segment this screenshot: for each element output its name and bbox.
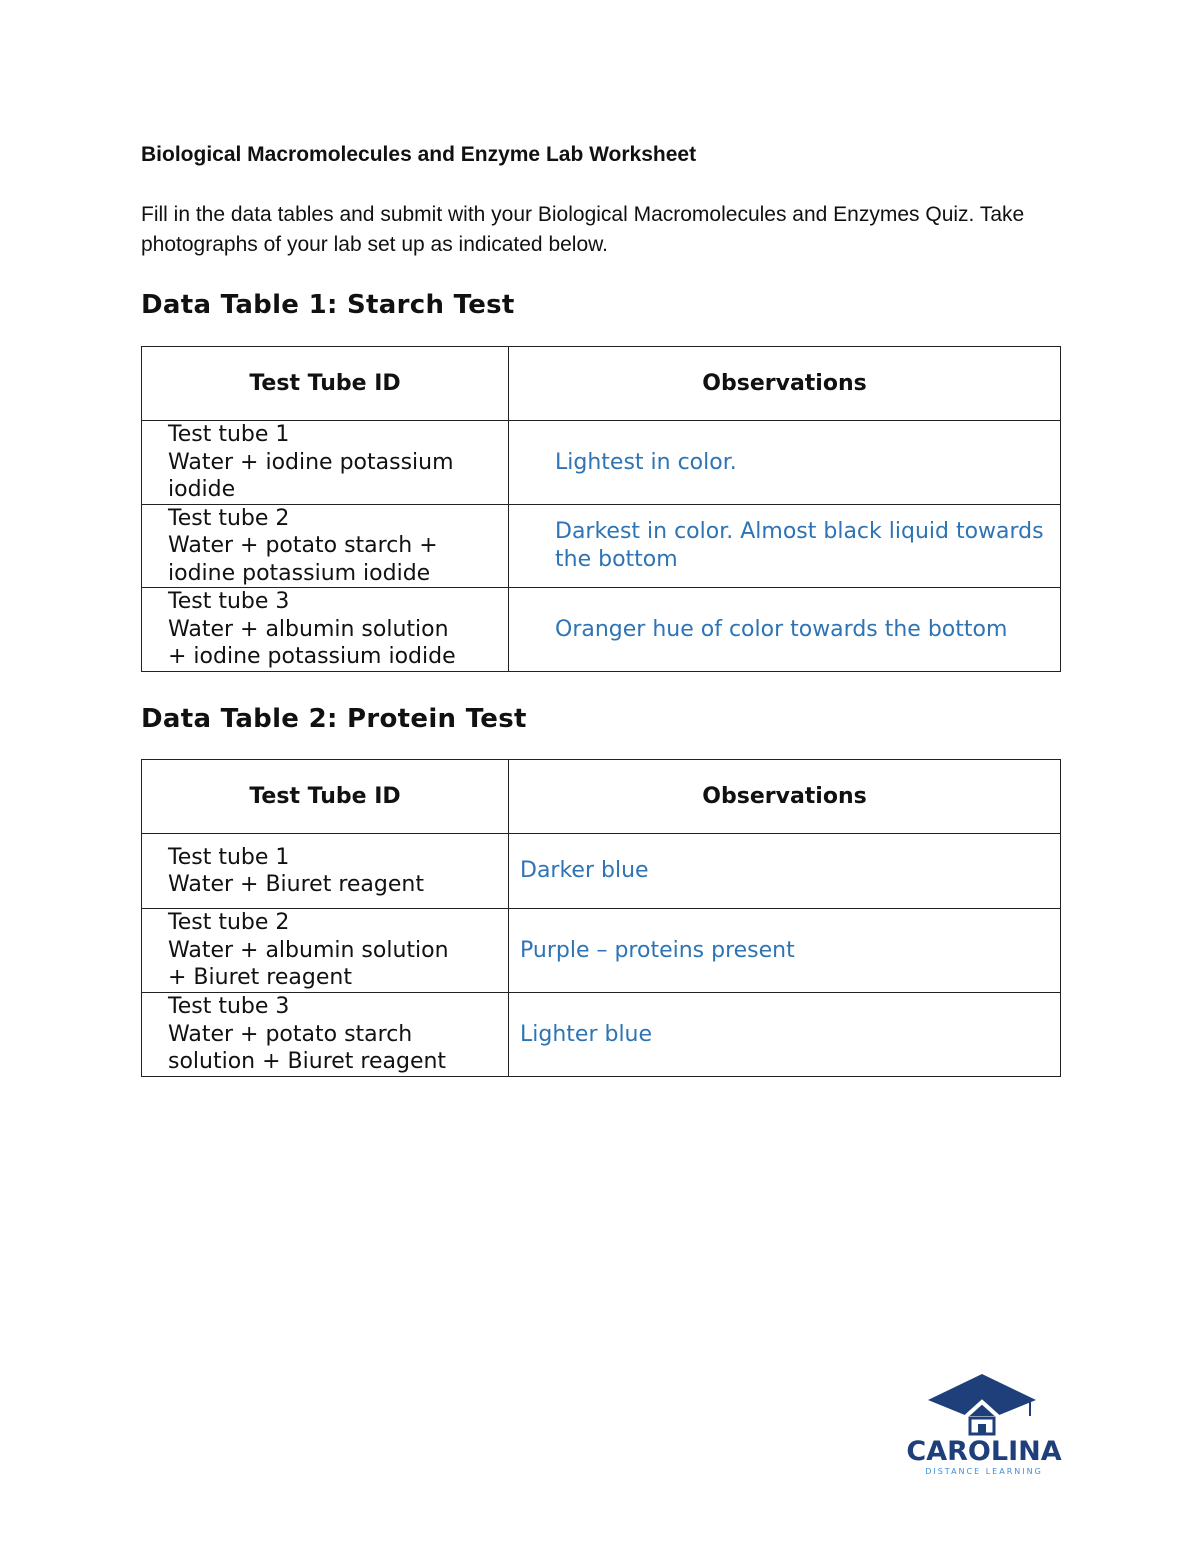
column-header-observations: Observations	[509, 760, 1061, 834]
tube-contents: + iodine potassium iodide	[168, 644, 456, 669]
column-header-test-tube-id: Test Tube ID	[142, 347, 509, 421]
protein-test-table	[141, 759, 1061, 1077]
observation-cell: Oranger hue of color towards the bottom	[509, 588, 1061, 672]
test-tube-id-cell	[142, 504, 509, 588]
logo-wordmark: CAROLINA	[906, 1436, 1062, 1467]
tube-label: Test tube 2	[168, 910, 290, 936]
tube-contents: + Biuret reagent	[168, 965, 352, 991]
column-header-test-tube-id: Test Tube ID	[142, 760, 509, 834]
test-tube-id-cell	[142, 588, 509, 672]
table-row	[142, 909, 1061, 993]
tube-contents: Water + Biuret reagent	[168, 872, 424, 897]
observation-cell: Darker blue	[509, 834, 1061, 909]
starch-test-table	[141, 346, 1061, 672]
table-row	[142, 588, 1061, 672]
tube-label: Test tube 1	[168, 844, 290, 870]
table-row	[142, 421, 1061, 505]
tube-contents: solution + Biuret reagent	[168, 1049, 447, 1075]
tube-label: Test tube 1	[168, 422, 290, 447]
table-row	[142, 504, 1061, 588]
starch-table-heading: Data Table 1: Starch Test	[141, 290, 515, 320]
observation-cell: Purple – proteins present	[509, 909, 1061, 993]
protein-table-heading: Data Table 2: Protein Test	[141, 704, 527, 734]
tube-contents: iodide	[168, 477, 236, 502]
page-title: Biological Macromolecules and Enzyme Lab Worksheet	[141, 143, 697, 166]
intro-paragraph: Fill in the data tables and submit with your Biological Macromolecules and Enzymes Quiz. Take photographs of your lab set up as indicated below.	[141, 203, 1025, 256]
tube-contents: Water + potato starch	[168, 1021, 413, 1047]
table-row	[142, 834, 1061, 909]
tube-contents: Water + potato starch +	[168, 533, 438, 558]
tube-label: Test tube 2	[168, 505, 290, 531]
test-tube-id-cell	[142, 834, 509, 909]
tube-label: Test tube 3	[168, 589, 290, 614]
tube-contents: Water + iodine potassium	[168, 449, 454, 475]
tube-contents: iodine potassium iodide	[168, 560, 431, 586]
carolina-logo	[906, 1372, 1062, 1480]
test-tube-id-cell	[142, 909, 509, 993]
tube-contents: Water + albumin solution	[168, 616, 449, 642]
tube-contents: Water + albumin solution	[168, 937, 449, 963]
table-row	[142, 993, 1061, 1077]
observation-cell: Darkest in color. Almost black liquid towards the bottom	[509, 504, 1061, 588]
logo-tagline: DISTANCE LEARNING	[925, 1467, 1043, 1476]
test-tube-id-cell	[142, 993, 509, 1077]
mortarboard-icon	[928, 1374, 1036, 1422]
column-header-observations: Observations	[509, 347, 1061, 421]
observation-cell: Lightest in color.	[509, 421, 1061, 505]
observation-cell: Lighter blue	[509, 993, 1061, 1077]
test-tube-id-cell	[142, 421, 509, 505]
tube-label: Test tube 3	[168, 994, 290, 1020]
